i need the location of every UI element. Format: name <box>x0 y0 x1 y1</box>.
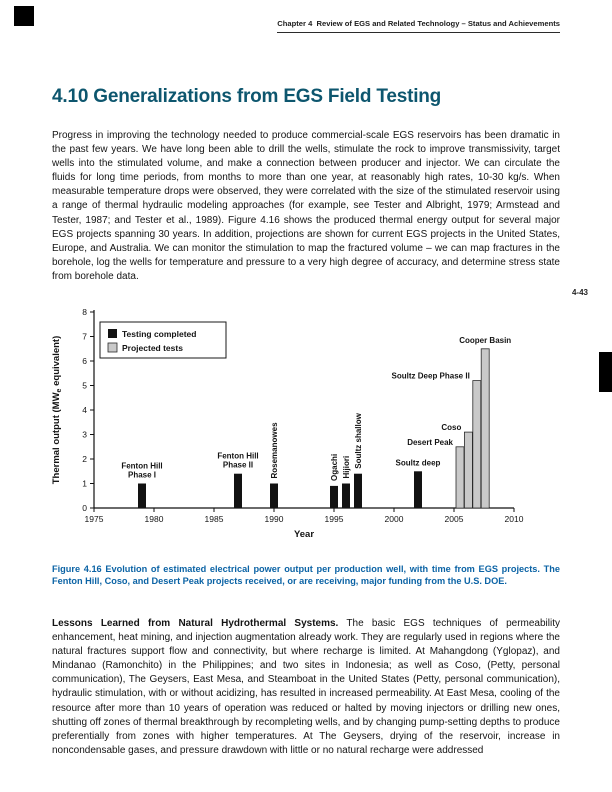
svg-text:8: 8 <box>82 307 87 317</box>
bar-soultz-shallow <box>354 474 362 508</box>
svg-text:6: 6 <box>82 356 87 366</box>
chart-ylabel: Thermal output ($MW_e$ equivalent) <box>51 335 63 485</box>
page-header <box>277 19 560 33</box>
svg-text:1975: 1975 <box>84 514 104 524</box>
svg-text:Fenton Hill: Fenton Hill <box>217 451 259 461</box>
svg-text:3: 3 <box>82 429 87 440</box>
lessons-paragraph-text: The basic EGS techniques of permeability enhancement, heat mining, and injection augmentation already work. They are regularly used in regions where the natural fractures support flow and connectivity, but where recharge is limited. At Mahangdong (Yglopaz), and Mindanao (Ramonchito) in the Philippines; and two sites in Indonesia; as well as Coso, (Petty, personal communication), The Geysers, East Mesa, and Steamboat in the United States (Petty, personal communication), hydraulic stimulation, with or without acidizing, has resulted in increased permeability. At East Mesa, cooling of the resource after more than 10 years of operation was reduced or halted by moving injectors or drilling new ones, shutting off zones of thermal breakthrough by recompleting wells, and by changing pump-setting depths to produce preferentially from zones with higher temperatures. At The Geysers, drying of the reservoir, increase in noncondensable gases, and pressure drawdown with little or no natural recharge were addressed <box>52 618 560 756</box>
bar-hijiori <box>342 484 350 509</box>
svg-text:Soultz shallow: Soultz shallow <box>354 413 363 469</box>
svg-text:Ogachi: Ogachi <box>330 453 339 481</box>
svg-text:Hijiori: Hijiori <box>342 455 351 479</box>
svg-text:Desert Peak: Desert Peak <box>407 437 453 447</box>
intro-paragraph: Progress in improving the technology needed to produce commercial-scale EGS reservoirs has been dramatic in the past few years. We have long been able to drill the wells, stimulate the rock to improve transmissivity, target wells into the stimulated volume, and make a connection between producer and injector. We can circulate the fluids for long time periods, from months to more than one year, at reasonably high rates, 10-30 kg/s. When measurable temperature drops were observed, they were correlated with the size of the stimulated reservoir using a range of thermal hydraulic modeling approaches (for example, see Tester and Albright, 1979; Armstead and Tester, 1987; and Tester et al., 1989). Figure 4.16 shows the produced thermal energy output for several major EGS projects spanning 30 years. In addition, projections are shown for current EGS projects in the United States, Europe, and Australia. We can monitor the stimulation to map the fractured volume – we can map fractures in the borehole, log the wells for temperature and pressure to a very high degree of accuracy, and determine stress state from borehole data. <box>52 130 560 282</box>
svg-text:Soultz Deep Phase II: Soultz Deep Phase II <box>391 371 470 381</box>
svg-text:Coso: Coso <box>441 423 462 433</box>
lessons-paragraph-lead: Lessons Learned from Natural Hydrothermal Systems. <box>52 618 339 629</box>
page-header-text: Chapter 4 Review of EGS and Related Technology – Status and Achievements <box>277 19 560 33</box>
legend-swatch-completed <box>108 329 117 338</box>
page-number: 4-43 <box>571 288 588 297</box>
section-title: 4.10 Generalizations from EGS Field Testing <box>52 86 442 107</box>
figure-caption: Figure 4.16 Evolution of estimated electrical power output per production well, with time from EGS projects. The Fenton Hill, Coso, and Desert Peak projects received, or are receiving, major funding from the U.S. DOE. <box>52 564 560 586</box>
bar-cooper-basin <box>481 349 489 508</box>
svg-text:2: 2 <box>82 454 87 464</box>
svg-text:1980: 1980 <box>144 514 164 524</box>
chart-legend <box>100 322 226 358</box>
bar-fenton-hill-phase-i <box>138 484 146 509</box>
legend-label-completed: Testing completed <box>122 329 197 339</box>
svg-text:Cooper Basin: Cooper Basin <box>459 335 512 345</box>
figure-4-16 <box>36 296 556 552</box>
svg-text:2000: 2000 <box>384 514 404 524</box>
svg-text:1990: 1990 <box>264 514 284 524</box>
svg-text:7: 7 <box>82 331 87 342</box>
chart-svg <box>36 296 556 552</box>
svg-text:Soultz deep: Soultz deep <box>395 458 441 468</box>
bar-desert-peak <box>456 447 464 508</box>
svg-text:1985: 1985 <box>204 514 224 524</box>
lessons-paragraph <box>52 617 560 758</box>
svg-text:2005: 2005 <box>444 514 464 524</box>
svg-text:Fenton Hill: Fenton Hill <box>121 461 163 471</box>
svg-text:1995: 1995 <box>324 514 344 524</box>
legend-swatch-projected <box>108 343 117 352</box>
bar-soultz-deep <box>414 471 422 508</box>
bar-soultz-deep-phase-ii <box>473 381 481 508</box>
svg-text:4: 4 <box>82 405 87 415</box>
svg-text:Phase II: Phase II <box>222 460 254 470</box>
bar-coso <box>464 432 472 508</box>
svg-text:Phase I: Phase I <box>127 470 157 480</box>
svg-text:1: 1 <box>82 478 87 489</box>
svg-text:0: 0 <box>82 503 87 513</box>
bar-fenton-hill-phase-ii <box>234 474 242 508</box>
chart-xlabel: Year <box>293 529 315 540</box>
print-registration-mark <box>14 6 34 26</box>
svg-text:2010: 2010 <box>504 514 524 524</box>
bar-ogachi <box>330 486 338 508</box>
bar-rosemanowes <box>270 484 278 509</box>
legend-label-projected: Projected tests <box>122 343 183 353</box>
chapter-edge-tab <box>599 352 612 392</box>
svg-text:5: 5 <box>82 380 87 391</box>
svg-text:Rosemanowes: Rosemanowes <box>270 422 279 479</box>
